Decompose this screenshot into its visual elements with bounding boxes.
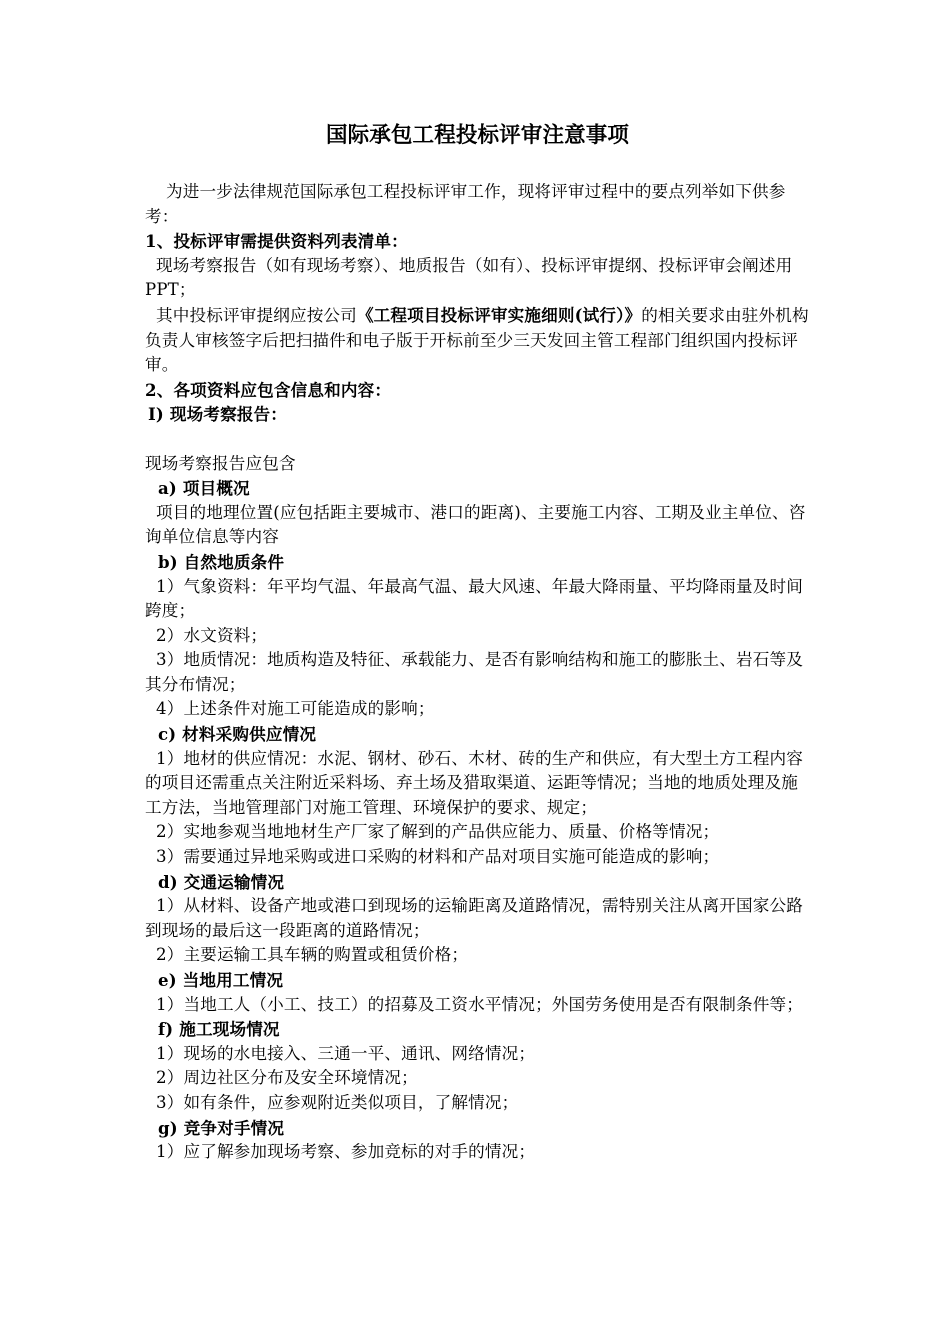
section-2-heading: 2、各项资料应包含信息和内容： [145,379,392,400]
section-1-paragraph-1: 现场考察报告（如有现场考察）、地质报告（如有）、投标评审提纲、投标评审会阐述用PPT； [145,255,793,300]
para2-tail-text: 的相关要求由驻外机构负责人审核签字后把扫描件和电子版于开标前至少三天发回主管工程部门组织国内投标评审。 [145,305,809,375]
subsection-f-heading: f) 施工现场情况 [158,1019,280,1040]
para2-lead-text: 其中投标评审提纲应按公司 [156,305,357,325]
list-item: 1）从材料、设备产地或港口到现场的运输距离及道路情况，需特别关注从离开国家公路到现场的最后这一段距离的道路情况； [145,896,803,940]
list-item: 1）气象资料：年平均气温、年最高气温、最大风速、年最大降雨量、平均降雨量及时间跨度； [145,576,803,621]
list-item: 2）主要运输工具车辆的购置或租赁价格； [156,945,469,965]
section-1-paragraph-2 [145,303,810,378]
list-item: 1）当地工人（小工、技工）的招募及工资水平情况；外国劳务使用是否有限制条件等； [156,994,803,1014]
list-item: 2）水文资料； [156,625,268,645]
regulation-title: 《工程项目投标评审实施细则(试行）》 [356,304,642,325]
subsection-a-text: 项目的地理位置(应包括距主要城市、港口的距离)、主要施工内容、工期及业主单位、咨询单位信息等内容 [145,502,806,547]
list-item: 3）需要通过异地采购或进口采购的材料和产品对项目实施可能造成的影响； [156,847,720,867]
subsection-c-heading: c) 材料采购供应情况 [158,724,317,745]
site-report-heading: I) 现场考察报告： [148,404,288,425]
list-item: 4）上述条件对施工可能造成的影响； [156,699,435,719]
intro-paragraph: 为进一步法律规范国际承包工程投标评审工作，现将评审过程中的要点列举如下供参考： [145,182,786,226]
document-body [145,118,810,1165]
list-item: 2）实地参观当地地材生产厂家了解到的产品供应能力、质量、价格等情况； [156,822,720,842]
list-item: 3）地质情况：地质构造及特征、承载能力、是否有影响结构和施工的膨胀土、岩石等及其分布情况； [145,650,803,694]
subsection-e-heading: e) 当地用工情况 [158,970,284,990]
section-1-heading: 1、投标评审需提供资料列表清单： [145,231,408,252]
list-item: 1）现场的水电接入、三通一平、通讯、网络情况； [156,1043,536,1063]
subsection-d-heading: d) 交通运输情况 [158,871,285,892]
list-item: 1）应了解参加现场考察、参加竞标的对手的情况； [156,1142,536,1162]
subsection-a-heading: a) 项目概况 [158,478,250,499]
document-title: 国际承包工程投标评审注意事项 [325,123,630,148]
list-item: 3）如有条件，应参观附近类似项目，了解情况； [156,1092,519,1112]
blank-line [145,427,810,452]
site-report-lead: 现场考察报告应包含 [145,453,296,473]
list-item: 1）地材的供应情况：水泥、钢材、砂石、木材、砖的生产和供应，有大型土方工程内容的项目还需重点关注附近采料场、弃土场及猎取渠道、运距等情况；当地的地质处理及施工方法，当地管理部门对施工管理、环境保护的要求、规定； [145,748,803,817]
subsection-g-heading: g) 竞争对手情况 [158,1117,285,1138]
list-item: 2）周边社区分布及安全环境情况； [156,1068,418,1088]
subsection-b-heading: b) 自然地质条件 [158,551,285,572]
